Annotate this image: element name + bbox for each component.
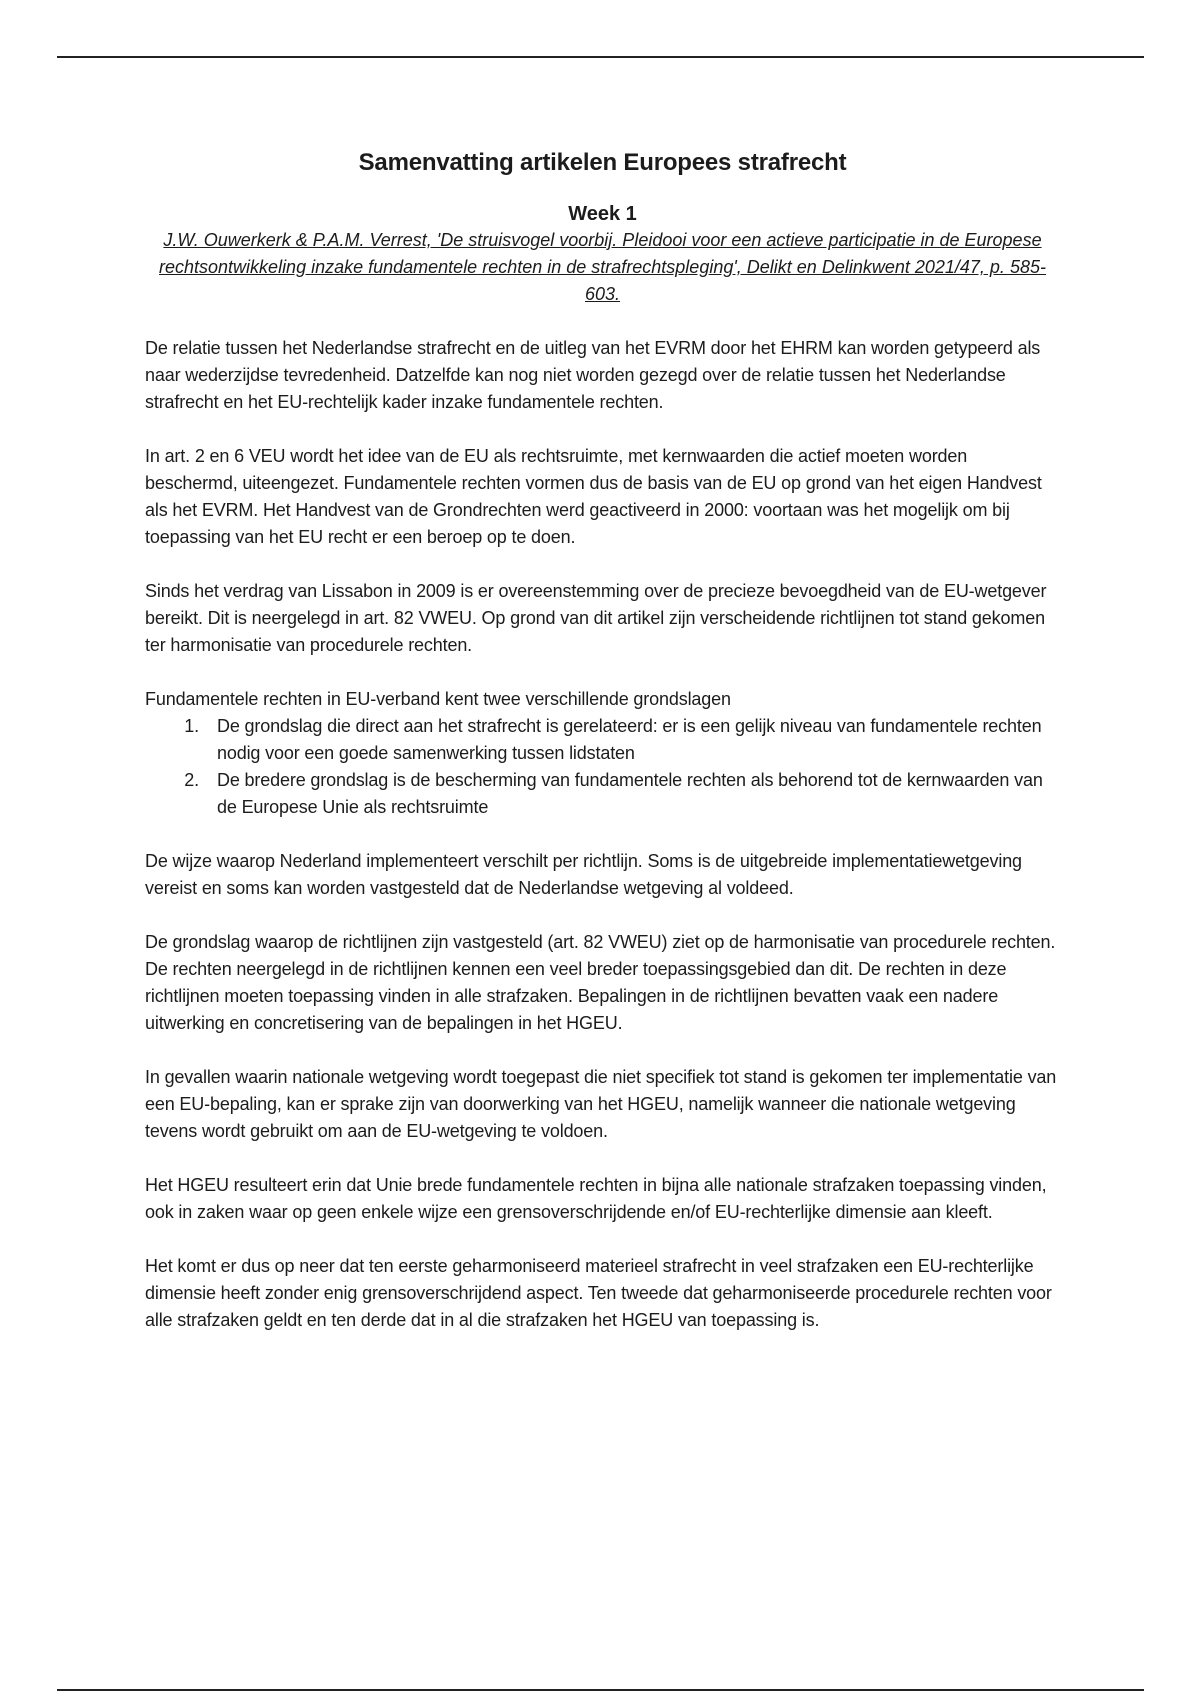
article-citation: J.W. Ouwerkerk & P.A.M. Verrest, 'De struisvogel voorbij. Pleidooi voor een actieve participatie in de Europese rechtsontwikkeling inzake fundamentele rechten in de strafrechtspleging', Delikt en Delinkwent 2021/47, p. 585-603. <box>159 230 1046 304</box>
numbered-list <box>145 713 1060 821</box>
list-item-text: De bredere grondslag is de bescherming van fundamentele rechten als behorend tot de kernwaarden van de Europese Unie als rechtsruimte <box>217 770 1043 817</box>
list-item-number: 2. <box>184 770 199 790</box>
document-title: Samenvatting artikelen Europees strafrecht <box>358 149 847 176</box>
paragraph: De wijze waarop Nederland implementeert verschilt per richtlijn. Soms is de uitgebreide implementatiewetgeving vereist en soms kan worden vastgesteld dat de Nederlandse wetgeving al voldeed. <box>145 851 1022 898</box>
list-item-number: 1. <box>184 716 199 736</box>
list-item <box>145 767 1060 821</box>
paragraph: In art. 2 en 6 VEU wordt het idee van de EU als rechtsruimte, met kernwaarden die actief moeten worden beschermd, uiteengezet. Fundamentele rechten vormen dus de basis van de EU op grond van het eigen Handvest als het EVRM. Het Handvest van de Grondrechten werd geactiveerd in 2000: voortaan was het mogelijk om bij toepassing van het EU recht er een beroep op te doen. <box>145 446 1042 547</box>
paragraph: De grondslag waarop de richtlijnen zijn vastgesteld (art. 82 VWEU) ziet op de harmonisatie van procedurele rechten. De rechten neergelegd in de richtlijnen kennen een veel breder toepassingsgebied dan dit. De rechten in deze richtlijnen moeten toepassing vinden in alle strafzaken. Bepalingen in de richtlijnen bevatten vaak een nadere uitwerking en concretisering van de bepalingen in het HGEU. <box>145 932 1056 1033</box>
paragraph: In gevallen waarin nationale wetgeving wordt toegepast die niet specifiek tot stand is gekomen ter implementatie van een EU-bepaling, kan er sprake zijn van doorwerking van het HGEU, namelijk wanneer die nationale wetgeving tevens wordt gebruikt om aan de EU-wetgeving te voldoen. <box>145 1067 1057 1141</box>
list-intro: Fundamentele rechten in EU-verband kent twee verschillende grondslagen <box>145 689 731 709</box>
paragraph: Het komt er dus op neer dat ten eerste geharmoniseerd materieel strafrecht in veel strafzaken een EU-rechterlijke dimensie heeft zonder enig grensoverschrijdend aspect. Ten tweede dat geharmoniseerde procedurele rechten voor alle strafzaken geldt en ten derde dat in al die strafzaken het HGEU van toepassing is. <box>145 1256 1052 1330</box>
header-rule <box>57 56 1144 58</box>
paragraph: De relatie tussen het Nederlandse strafrecht en de uitleg van het EVRM door het EHRM kan worden getypeerd als naar wederzijdse tevredenheid. Datzelfde kan nog niet worden gezegd over de relatie tussen het Nederlandse strafrecht en het EU-rechtelijk kader inzake fundamentele rechten. <box>145 338 1041 412</box>
document-body <box>145 145 1060 1361</box>
footer-rule <box>57 1689 1144 1691</box>
list-item-text: De grondslag die direct aan het strafrecht is gerelateerd: er is een gelijk niveau van fundamentele rechten nodig voor een goede samenwerking tussen lidstaten <box>217 716 1042 763</box>
paragraph: Het HGEU resulteert erin dat Unie brede fundamentele rechten in bijna alle nationale strafzaken toepassing vinden, ook in zaken waar op geen enkele wijze een grensoverschrijdende en/of EU-rechterlijke dimensie aan kleeft. <box>145 1175 1047 1222</box>
week-heading: Week 1 <box>568 203 637 225</box>
list-item <box>145 713 1060 767</box>
paragraph: Sinds het verdrag van Lissabon in 2009 is er overeenstemming over de precieze bevoegdheid van de EU-wetgever bereikt. Dit is neergelegd in art. 82 VWEU. Op grond van dit artikel zijn verscheidende richtlijnen tot stand gekomen ter harmonisatie van procedurele rechten. <box>145 581 1047 655</box>
